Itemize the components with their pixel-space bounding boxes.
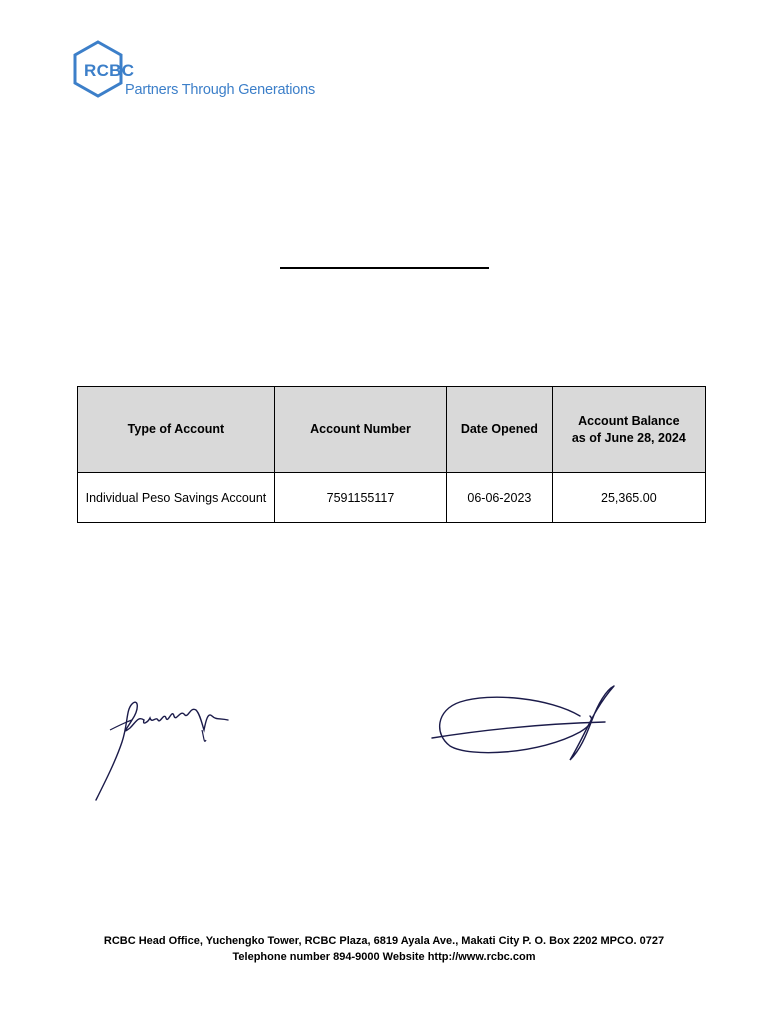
footer-address: RCBC Head Office, Yuchengko Tower, RCBC Plaza, 6819 Ayala Ave., Makati City P. O. Box 2202 MPCO. 0727 — [103, 935, 665, 947]
cell-date-opened: 06-06-2023 — [447, 473, 553, 523]
footer-contact: Telephone number 894-9000 Website http://www.rcbc.com — [232, 951, 536, 963]
header-balance-line2: as of June 28, 2024 — [571, 430, 686, 445]
cell-account-balance: 25,365.00 — [552, 473, 705, 523]
table-header-row — [78, 387, 706, 473]
header-account-number: Account Number — [274, 387, 446, 473]
logo-tagline: Partners Through Generations — [125, 82, 315, 98]
title-underline — [280, 267, 489, 269]
table-row — [78, 473, 706, 523]
cell-type-of-account: Individual Peso Savings Account — [78, 473, 275, 523]
cell-account-number: 7591155117 — [274, 473, 446, 523]
rcbc-logo — [72, 40, 322, 100]
logo-brand-text: RCBC — [84, 61, 135, 80]
header-account-balance — [552, 387, 705, 473]
footer — [0, 933, 768, 965]
header-date-opened: Date Opened — [447, 387, 553, 473]
header-type-of-account: Type of Account — [78, 387, 275, 473]
left-signature — [92, 690, 232, 805]
right-signature — [430, 680, 620, 765]
accounts-table — [77, 386, 706, 523]
header-balance-line1: Account Balance — [578, 413, 680, 428]
